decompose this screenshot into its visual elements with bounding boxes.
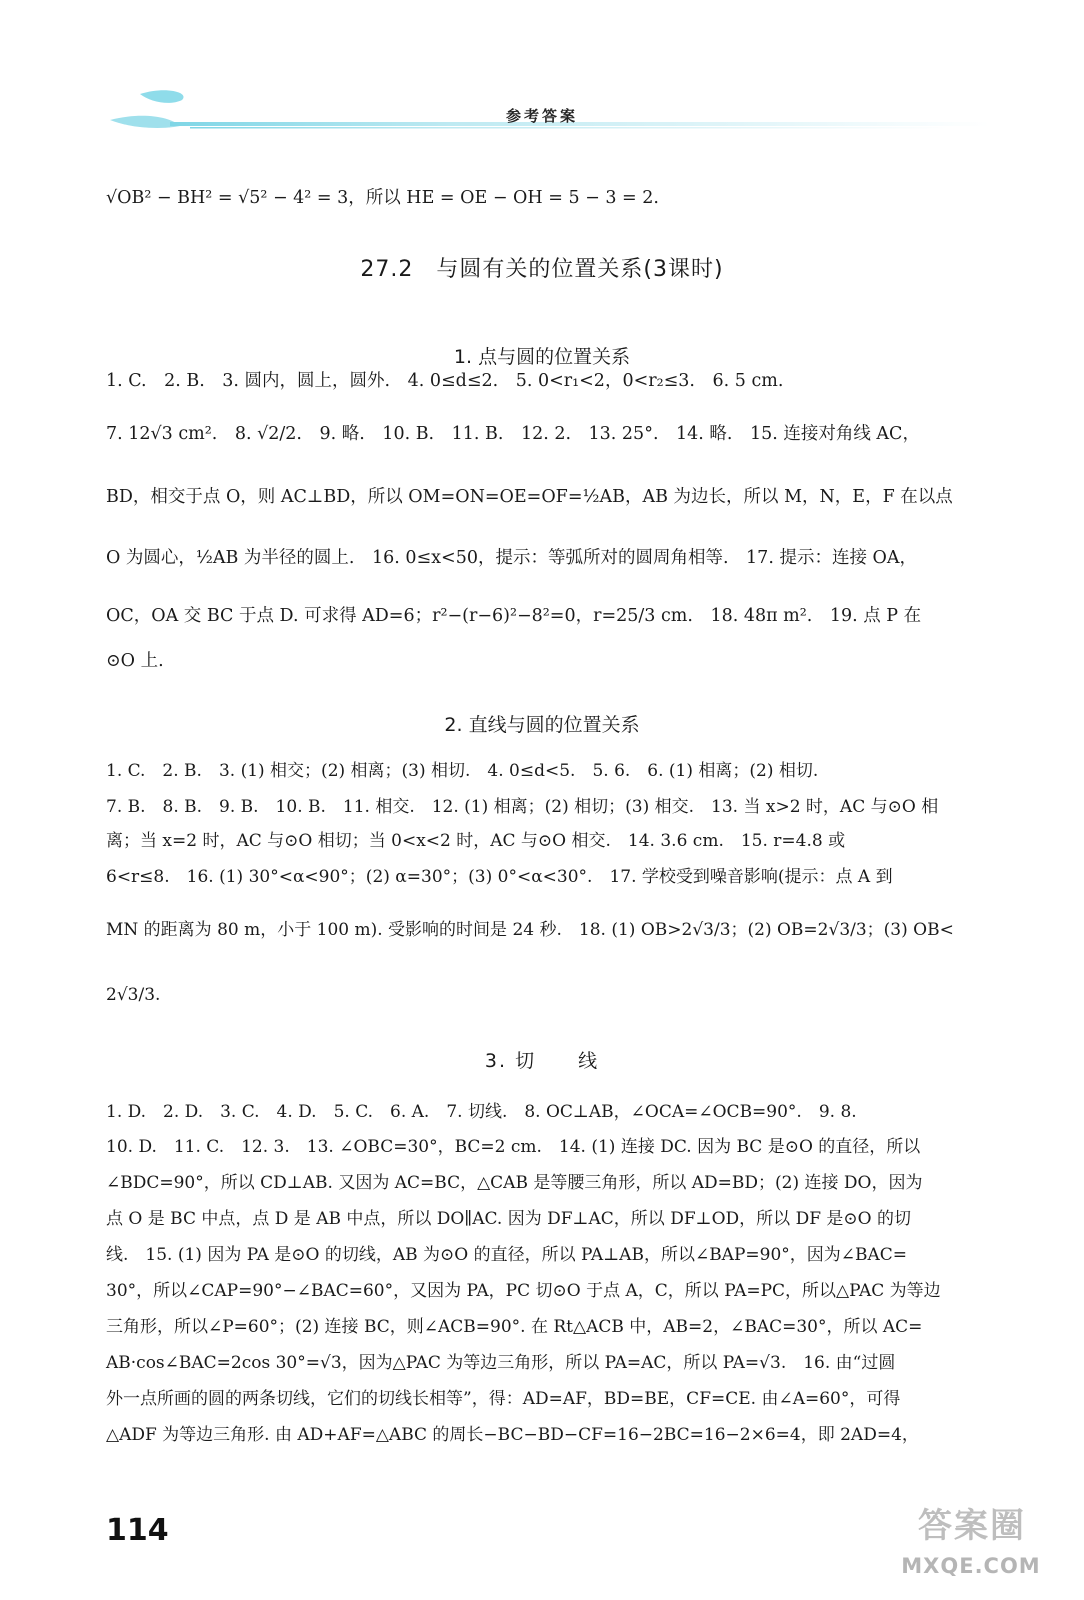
part2-line: 7. B. 8. B. 9. B. 10. B. 11. 相交. 12. (1) 相离；(2) 相切；(3) 相交. 13. 当 x>2 时，AC 与⊙O 相 <box>106 797 939 817</box>
part2-title: 2. 直线与圆的位置关系 <box>444 714 640 736</box>
part3-line: 1. D. 2. D. 3. C. 4. D. 5. C. 6. A. 7. 切线. 8. OC⊥AB，∠OCA=∠OCB=90°. 9. 8. <box>106 1102 857 1122</box>
part3-line: 线. 15. (1) 因为 PA 是⊙O 的切线，AB 为⊙O 的直径，所以 PA⊥AB，所以∠BAP=90°，因为∠BAC= <box>106 1245 908 1265</box>
part1-line: 1. C. 2. B. 3. 圆内，圆上，圆外. 4. 0≤d≤2. 5. 0<r₁<2，0<r₂≤3. 6. 5 cm. <box>106 371 784 391</box>
part3-line: 外一点所画的圆的两条切线，它们的切线长相等”，得：AD=AF，BD=BE，CF=CE. 由∠A=60°，可得 <box>106 1389 901 1409</box>
part2-line: 6<r≤8. 16. (1) 30°<α<90°；(2) α=30°；(3) 0°<α<30°. 17. 学校受到噪音影响(提示：点 A 到 <box>106 867 893 887</box>
part3-line: ∠BDC=90°，所以 CD⊥AB. 又因为 AC=BC，△CAB 是等腰三角形，所以 AD=BD；(2) 连接 DO，因为 <box>106 1173 923 1193</box>
site-watermark <box>892 1498 1050 1578</box>
watermark-logo: 答案圈 <box>918 1506 1026 1546</box>
part3-line: 点 O 是 BC 中点，点 D 是 AB 中点，所以 DO∥AC. 因为 DF⊥AC，所以 DF⊥OD，所以 DF 是⊙O 的切 <box>106 1209 911 1229</box>
part1-line: OC，OA 交 BC 于点 D. 可求得 AD=6；r²−(r−6)²−8²=0，r=25/3 cm. 18. 48π m². 19. 点 P 在 <box>106 606 922 626</box>
part2-line: MN 的距离为 80 m，小于 100 m). 受影响的时间是 24 秒. 18. (1) OB>2√3/3；(2) OB=2√3/3；(3) OB< <box>106 920 954 940</box>
part3-line: 10. D. 11. C. 12. 3. 13. ∠OBC=30°，BC=2 cm. 14. (1) 连接 DC. 因为 BC 是⊙O 的直径，所以 <box>106 1137 921 1157</box>
part3-line: 三角形，所以∠P=60°；(2) 连接 BC，则∠ACB=90°. 在 Rt△ACB 中，AB=2，∠BAC=30°，所以 AC= <box>106 1317 923 1337</box>
part2-line: 离；当 x=2 时，AC 与⊙O 相切；当 0<x<2 时，AC 与⊙O 相交. 14. 3.6 cm. 15. r=4.8 或 <box>106 831 846 851</box>
part3-line: 30°，所以∠CAP=90°−∠BAC=60°，又因为 PA，PC 切⊙O 于点 A，C，所以 PA=PC，所以△PAC 为等边 <box>106 1281 941 1301</box>
section-title: 27.2 与圆有关的位置关系(3课时) <box>360 257 724 282</box>
page-number: 114 <box>106 1513 169 1548</box>
carry-over-text: √OB² − BH² = √5² − 4² = 3，所以 HE = OE − OH = 5 − 3 = 2. <box>106 188 659 208</box>
watermark-site: MXQE.COM <box>901 1554 1041 1578</box>
part2-line: 2√3/3. <box>106 985 161 1005</box>
header-title: 参考答案 <box>505 107 578 125</box>
part3-title: 3. 切 线 <box>484 1050 600 1072</box>
part1-line: ⊙O 上. <box>106 651 164 671</box>
part1-title: 1. 点与圆的位置关系 <box>453 346 631 368</box>
part1-line: BD，相交于点 O，则 AC⊥BD，所以 OM=ON=OE=OF=½AB，AB 为边长，所以 M，N，E，F 在以点 <box>106 487 953 507</box>
part3-line: △ADF 为等边三角形. 由 AD+AF=△ABC 的周长−BC−BD−CF=16−2BC=16−2×6=4，即 2AD=4， <box>106 1425 919 1445</box>
part1-line: O 为圆心，½AB 为半径的圆上. 16. 0≤x<50，提示：等弧所对的圆周角相等. 17. 提示：连接 OA， <box>106 548 917 568</box>
part3-line: AB·cos∠BAC=2cos 30°=√3，因为△PAC 为等边三角形，所以 PA=AC，所以 PA=√3. 16. 由“过圆 <box>106 1353 896 1373</box>
part2-line: 1. C. 2. B. 3. (1) 相交；(2) 相离；(3) 相切. 4. 0≤d<5. 5. 6. 6. (1) 相离；(2) 相切. <box>106 761 819 781</box>
part1-line: 7. 12√3 cm². 8. √2/2. 9. 略. 10. B. 11. B. 12. 2. 13. 25°. 14. 略. 15. 连接对角线 AC， <box>106 424 920 444</box>
